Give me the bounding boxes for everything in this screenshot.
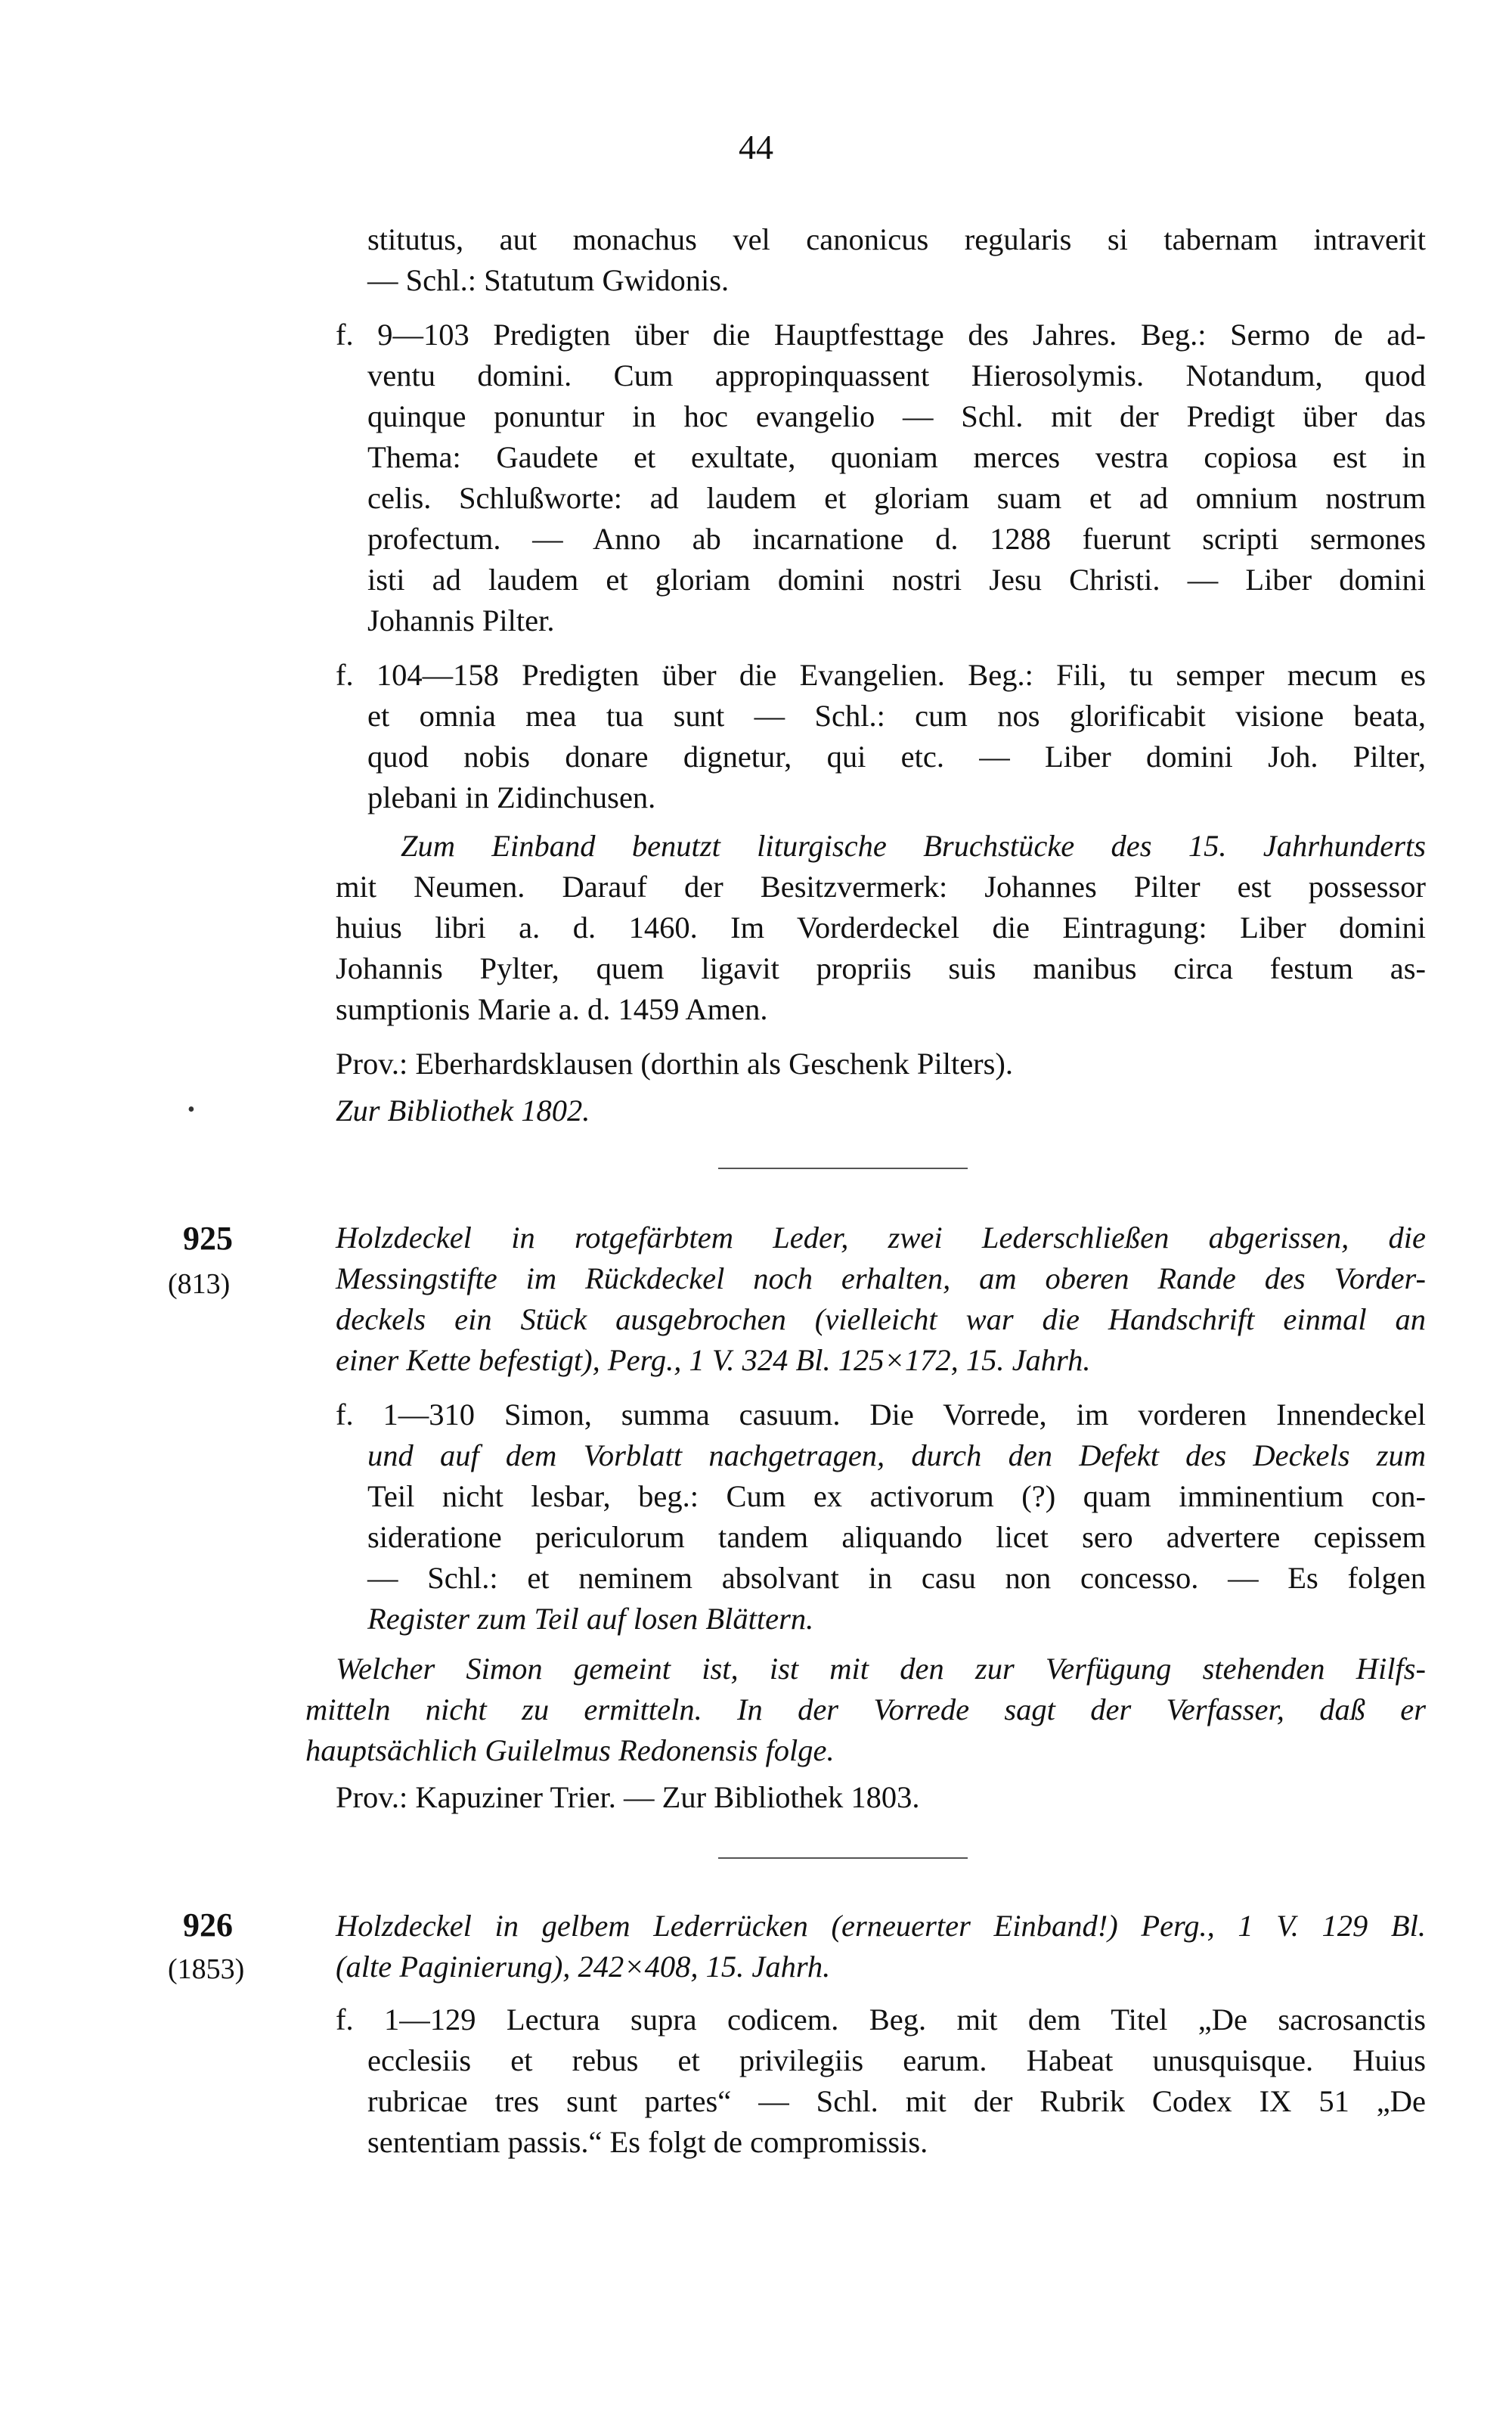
text-line: ecclesiis et rebus et privilegiis earum. Habeat unusquisque. Huius (367, 2043, 1426, 2077)
entry-926-content (336, 1999, 1426, 2163)
text-line: f. 104—158 Predigten über die Evangelien. Beg.: Fili, tu semper mecum es (336, 658, 1426, 692)
text-line: und auf dem Vorblatt nachgetragen, durch den Defekt des Deckels zum (367, 1438, 1426, 1472)
paragraph-continuation (367, 219, 1426, 301)
entry-925-note (305, 1649, 1426, 1771)
old-number: (1853) (168, 1953, 245, 1985)
entry-number: 925 (183, 1220, 233, 1257)
old-number: (813) (168, 1268, 231, 1300)
text-line: Holzdeckel in gelbem Lederrücken (erneuerter Einband!) Perg., 1 V. 129 Bl. (336, 1909, 1426, 1943)
text-line: sumptionis Marie a. d. 1459 Amen. (336, 992, 768, 1026)
dot-mark: • (187, 1098, 195, 1121)
text-line: rubricae tres sunt partes“ — Schl. mit der Rubrik Codex IX 51 „De (367, 2084, 1426, 2118)
text-line: Welcher Simon gemeint ist, ist mit den zur Verfügung stehenden Hilfs- (336, 1652, 1426, 1686)
text-line: hauptsächlich Guilelmus Redonensis folge. (305, 1733, 835, 1767)
text-line: Zur Bibliothek 1802. (336, 1094, 590, 1128)
library-line (336, 1090, 1426, 1131)
text-line: profectum. — Anno ab incarnatione d. 1288 fuerunt scripti sermones (367, 522, 1426, 556)
provenance-line (336, 1044, 1426, 1084)
text-line: Holzdeckel in rotgefärbtem Leder, zwei Lederschließen abgerissen, die (336, 1221, 1426, 1255)
text-line: Prov.: Eberhardsklausen (dorthin als Geschenk Pilters). (336, 1047, 1014, 1081)
text-line: quod nobis donare dignetur, qui etc. — Liber domini Joh. Pilter, (367, 740, 1426, 774)
text-line: sideratione periculorum tandem aliquando licet sero advertere cepissem (367, 1520, 1426, 1554)
text-line: mit Neumen. Darauf der Besitzvermerk: Johannes Pilter est possessor (336, 870, 1426, 904)
text-line: ventu domini. Cum appropinquassent Hierosolymis. Notandum, quod (367, 358, 1426, 392)
text-line: mitteln nicht zu ermitteln. In der Vorrede sagt der Verfasser, daß er (305, 1692, 1426, 1726)
text-line: stitutus, aut monachus vel canonicus regularis si tabernam intraverit (367, 222, 1426, 256)
section-divider (718, 1857, 968, 1859)
entry-925-provenance (336, 1777, 1426, 1818)
text-line: Johannis Pylter, quem ligavit propriis suis manibus circa festum as- (336, 951, 1426, 985)
entry-926-description (336, 1906, 1426, 1987)
text-line: (alte Paginierung), 242×408, 15. Jahrh. (336, 1950, 831, 1984)
text-line: Messingstifte im Rückdeckel noch erhalten, am oberen Rande des Vorder- (336, 1261, 1426, 1295)
text-line: f. 9—103 Predigten über die Hauptfesttage des Jahres. Beg.: Sermo de ad- (336, 318, 1426, 352)
text-line: deckels ein Stück ausgebrochen (vielleicht war die Handschrift einmal an (336, 1302, 1426, 1336)
text-line: Teil nicht lesbar, beg.: Cum ex activorum (?) quam imminentium con- (367, 1479, 1426, 1513)
paragraph-einband (336, 826, 1426, 1030)
text-line: sententiam passis.“ Es folgt de compromissis. (367, 2125, 928, 2159)
paragraph-predigten-festtage (336, 315, 1426, 641)
text-line: f. 1—129 Lectura supra codicem. Beg. mit dem Titel „De sacrosanctis (336, 2002, 1426, 2037)
text-line: isti ad laudem et gloriam domini nostri Jesu Christi. — Liber domini (367, 563, 1426, 597)
text-line: Register zum Teil auf losen Blättern. (367, 1602, 814, 1636)
text-line: f. 1—310 Simon, summa casuum. Die Vorrede, im vorderen Innendeckel (336, 1398, 1426, 1432)
text-line: Thema: Gaudete et exultate, quoniam merces vestra copiosa est in (367, 440, 1426, 474)
section-divider (718, 1168, 968, 1169)
page-number: 44 (739, 128, 773, 166)
text-line: Prov.: Kapuziner Trier. — Zur Bibliothek 1803. (336, 1780, 920, 1814)
entry-925-content (336, 1394, 1426, 1639)
text-line: quinque ponuntur in hoc evangelio — Schl. mit der Predigt über das (367, 399, 1426, 433)
text-line: — Schl.: Statutum Gwidonis. (367, 263, 730, 297)
text-line: celis. Schlußworte: ad laudem et gloriam suam et ad omnium nostrum (367, 481, 1426, 515)
text-line: et omnia mea tua sunt — Schl.: cum nos glorificabit visione beata, (367, 699, 1426, 733)
entry-number: 926 (183, 1906, 233, 1944)
text-line: Zum Einband benutzt liturgische Bruchstücke des 15. Jahrhunderts (401, 829, 1426, 863)
text-line: huius libri a. d. 1460. Im Vorderdeckel die Eintragung: Liber domini (336, 910, 1426, 945)
paragraph-predigten-evangelien (336, 655, 1426, 818)
text-line: einer Kette befestigt), Perg., 1 V. 324 Bl. 125×172, 15. Jahrh. (336, 1343, 1091, 1377)
entry-925-description (336, 1218, 1426, 1381)
text-line: plebani in Zidinchusen. (367, 780, 656, 814)
text-line: — Schl.: et neminem absolvant in casu non concesso. — Es folgen (367, 1561, 1426, 1595)
text-line: Johannis Pilter. (367, 603, 555, 637)
